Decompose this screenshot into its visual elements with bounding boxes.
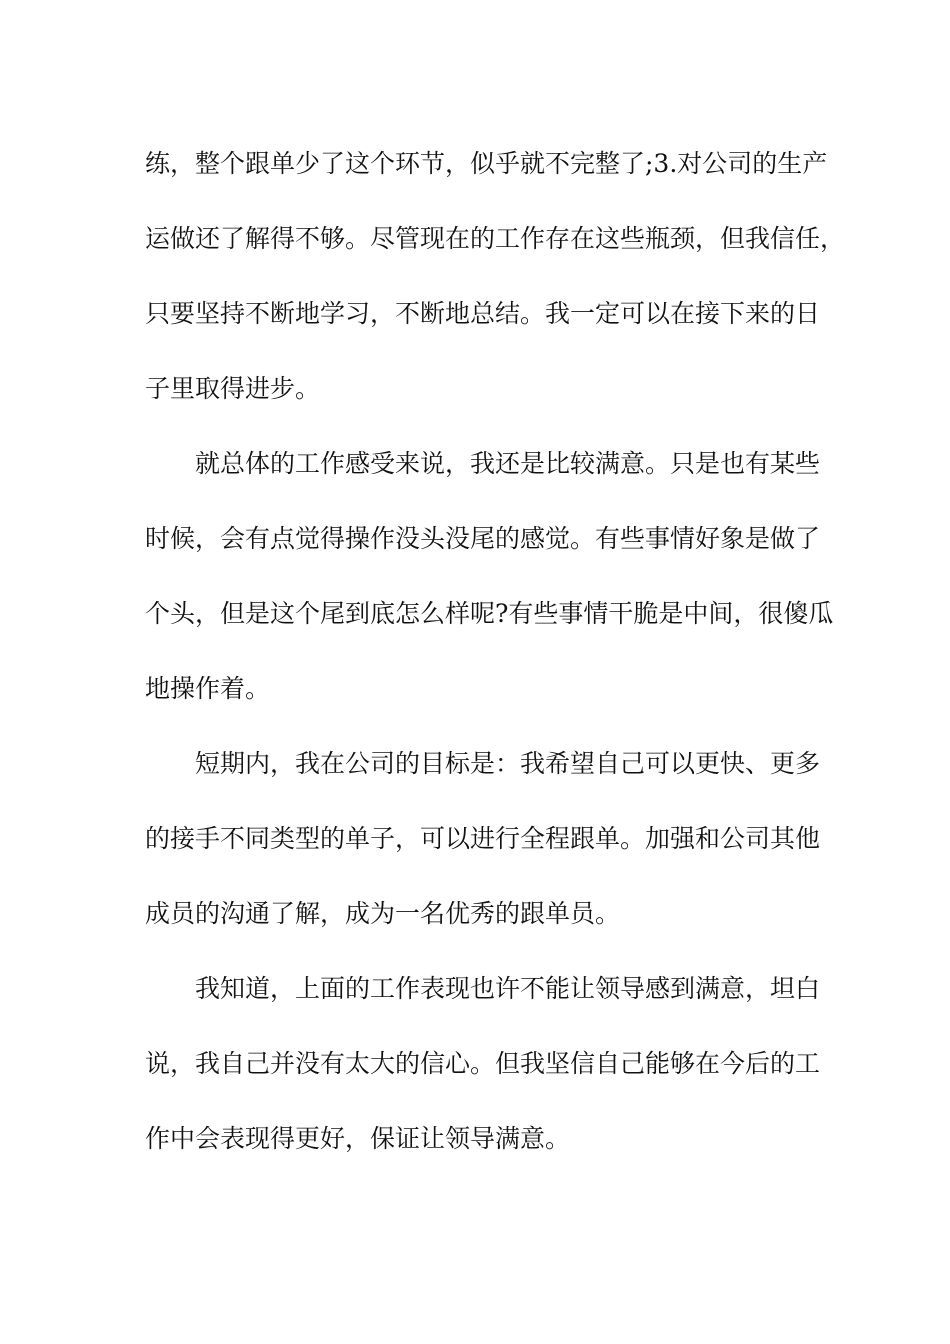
text-line: 短期内，我在公司的目标是：我希望自己可以更快、更多 [195,749,821,778]
paragraph-2 [145,426,834,726]
text-line: 个头，但是这个尾到底怎么样呢?有些事情干脆是中间，很傻瓜 [145,599,834,628]
text-line: 我知道，上面的工作表现也许不能让领导感到满意，坦白 [195,974,821,1003]
text-line: 的接手不同类型的单子，可以进行全程跟单。加强和公司其他 [145,824,821,853]
paragraph-3 [145,726,820,951]
text-line: 只要坚持不断地学习，不断地总结。我一定可以在接下来的日 [145,299,821,328]
document-body [145,126,846,1176]
paragraph-1 [145,126,846,426]
text-line: 成员的沟通了解，成为一名优秀的跟单员。 [145,899,621,928]
paragraph-4 [145,951,820,1176]
text-line: 子里取得进步。 [145,374,321,403]
text-line: 就总体的工作感受来说，我还是比较满意。只是也有某些 [195,449,821,478]
text-line: 作中会表现得更好，保证让领导满意。 [145,1124,571,1153]
text-line: 练，整个跟单少了这个环节，似乎就不完整了;3.对公司的生产 [145,149,828,178]
text-line: 运做还了解得不够。尽管现在的工作存在这些瓶颈，但我信任， [145,224,846,253]
text-line: 说，我自己并没有太大的信心。但我坚信自己能够在今后的工 [145,1049,821,1078]
text-line: 地操作着。 [145,674,271,703]
text-line: 时候，会有点觉得操作没头没尾的感觉。有些事情好象是做了 [145,524,821,553]
